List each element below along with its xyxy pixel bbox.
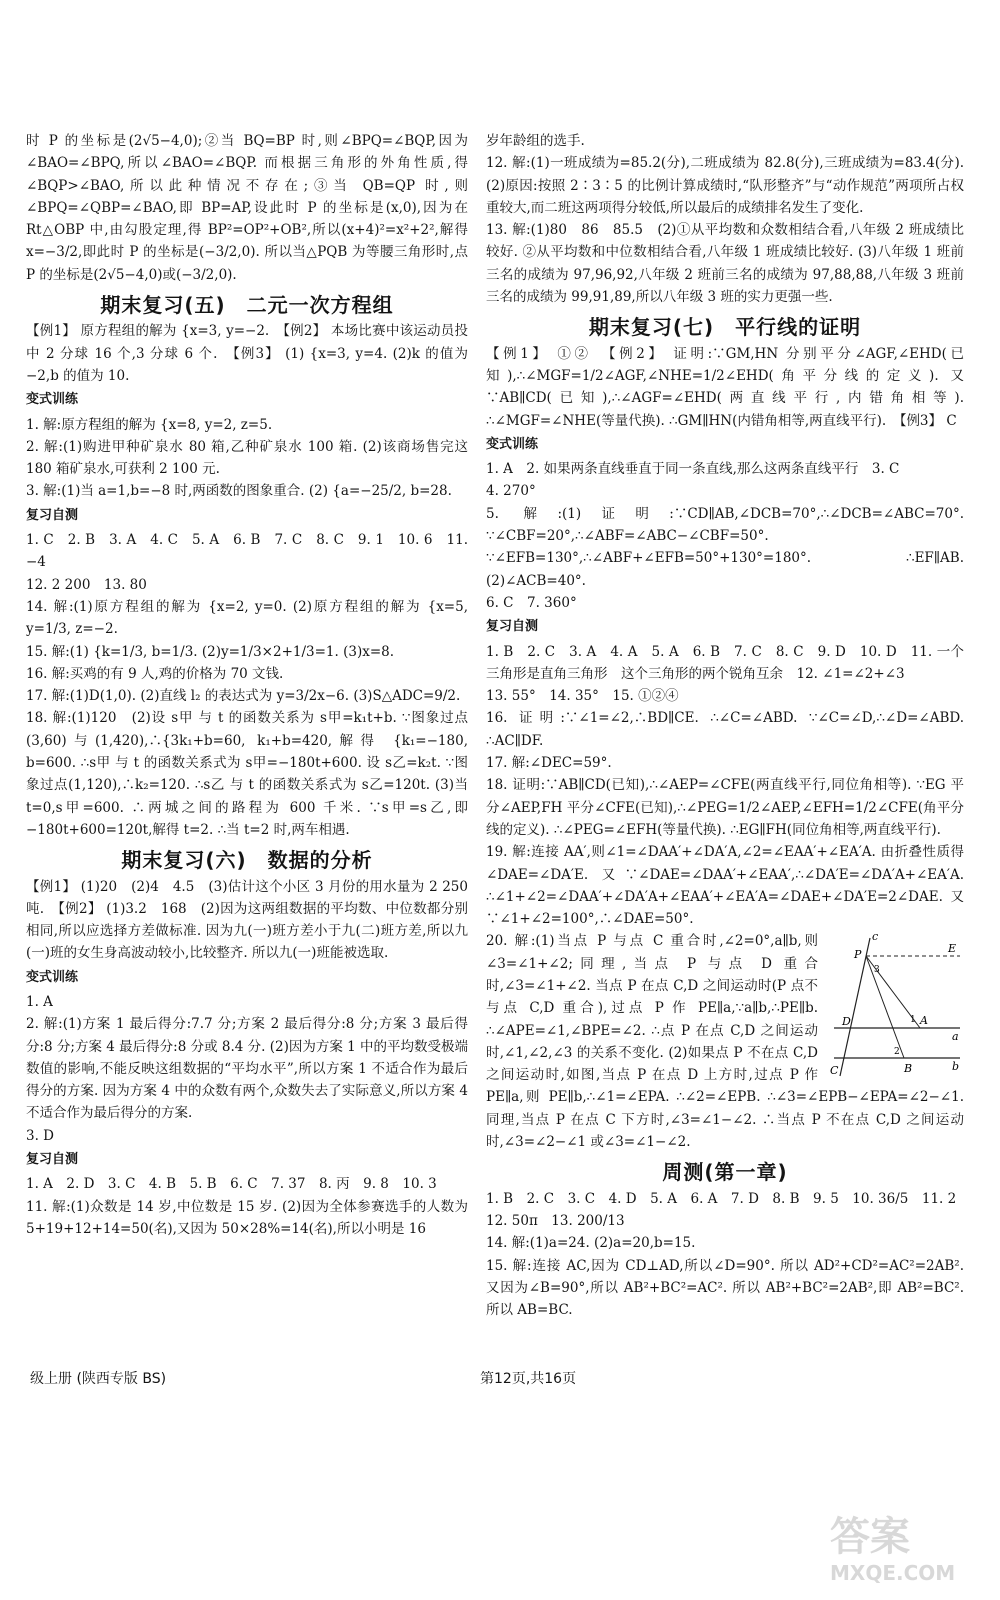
section-7-review-item: 18. 证明:∵AB∥CD(已知),∴∠AEP=∠CFE(两直线平行,同位角相等). ∵EG 平分∠AEP,FH 平分∠CFE(已知),∴∠PEG=1/2∠AEP,∠EFH=1/2∠CFE(角平分线的定义). ∴∠PEG=∠EFH(等量代换). ∴EG∥FH(同位角相等,两直线平行). <box>486 777 964 838</box>
section-6-variant: 2. 解:(1)方案 1 最后得分:7.7 分;方案 2 最后得分:8 分;方案 3 最后得分:8 分;方案 4 最后得分:8 分或 8.4 分. (2)因为方案 1 中的平均数受极端数值的影响,不能反映这组数据的“平均水平”,所以方案 1 不适合作为最后得分的方案. 因为方案 4 中的众数有两个,众数失去了实际意义,所以方案 4 不适合作为最后得分的方案. <box>26 1016 469 1122</box>
section-5-review-item: 1. C 2. B 3. A 4. C 5. A 6. B 7. C 8. C 9. 1 10. 6 11. −4 <box>26 532 468 571</box>
section-7-variant-title: 变式训练 <box>486 436 539 452</box>
svg-text:答案: 答案 <box>830 1514 910 1560</box>
section-7-review-item: 17. 解:∠DEC=59°. <box>486 755 612 772</box>
week-test-item: 15. 解:连接 AC,因为 CD⊥AD,所以∠D=90°. 所以 AD²+CD²=AC²=2AB². 又因为∠B=90°,所以 AB²+BC²=AC². 所以 AB²+BC²=2AB²,即 AB²=BC². 所以 AB=BC. <box>486 1257 964 1319</box>
label-e: E <box>948 942 957 956</box>
section-7-review-item: 13. 55° 14. 35° 15. ①②④ <box>486 688 679 705</box>
section-6-variant-title: 变式训练 <box>26 969 79 985</box>
section-5-variant: 1. 解:原方程组的解为 {x=8, y=2, z=5. <box>26 416 273 433</box>
right-intro: 13. 解:(1)80 86 85.5 (2)①从平均数和众数相结合看,八年级 2 班成绩比较好. ②从平均数和中位数相结合看,八年级 1 班成绩比较好. (3)八年级 1 班前三名的成绩为 97,96,92,八年级 2 班前三名的成绩为 97,88,88,八年级 3 班前三名的成绩为 99,91,89,所以八年级 3 班的实力更强一些. <box>486 222 964 306</box>
section-7-review-item: 1. B 2. C 3. A 4. A 5. A 6. B 7. C 8. C 9. D 10. D 11. 一个三角形是直角三角形 这个三角形的两个锐角互余 12. ∠1=∠2+∠3 <box>486 643 964 682</box>
right-intro: 岁年龄组的选手. <box>486 133 585 149</box>
label-p: P <box>854 948 862 962</box>
section-6-examples: 【例1】 (1)20 (2)4 4.5 (3)估计这个小区 3 月份的用水量为 2 250 吨. 【例2】 (1)3.2 168 (2)因为这两组数据的平均数、中位数都分别相同,所以应选择方差做标准. 因为九(一)班方差小于九(二)班方差,所以九(一)班的女生身高波动较小,比较整齐. 所以九(一)班能被选取. <box>26 878 468 962</box>
label-c: c <box>872 930 879 944</box>
section-5-review-item: 18. 解:(1)120 (2)设 s甲 与 t 的函数关系为 s甲=k₁t+b. ∵图象过点(3,60)与(1,420),∴{3k₁+b=60, k₁+b=420,解得 {k₁=−180, b=600. ∴s甲 与 t 的函数关系式为 s甲=−180t+600. 设 s乙=k₂t. ∵图象过点(1,120),∴k₂=120. ∴s乙 与 t 的函数关系式为 s乙=120t. (3)当 t=0,s甲=600. ∴两城之间的路程为 600 千米. ∵s甲=s乙,即−180t+600=120t,解得 t=2. ∴当 t=2 时,两车相遇. <box>26 710 468 838</box>
right-column <box>486 130 964 1321</box>
section-5-review-title: 复习自测 <box>26 507 79 523</box>
week-test-item: 1. B 2. C 3. C 4. D 5. A 6. A 7. D 8. B 9. 5 10. 36/5 11. 2 <box>486 1190 957 1207</box>
section-5-variant: 3. 解:(1)当 a=1,b=−8 时,两函数的图象重合. (2) {a=−25/2, b=28. <box>26 483 452 500</box>
section-7-review-item: 20. 解:(1)当点 P 与点 C 重合时,∠2=0°,a∥b,则∠3=∠1+∠2;同理,当点 P 与点 D 重合时,∠3=∠1+∠2. 当点 P 在点 C,D 之间运动时(P 点不与点 C,D 重合),过点 P 作 PE∥a,∵a∥b,∴PE∥b. ∴∠APE=∠1,∠BPE=∠2. ∴点 P 在点 C,D 之间运动时,∠1,∠2,∠3 的关系不变化. (2)如果点 P 不在点 C,D 之间运动时,如图,当点 P 在点 D 上方时,过点 P 作 PE∥a,则 PE∥b,∴∠1=∠EPA. ∴∠2=∠EPB. ∴∠3=∠EPB−∠EPA=∠2−∠1. 同理,当点 P 在点 C 下方时,∠3=∠1−∠2. ∴当点 P 不在点 C,D 之间运动时,∠3=∠2−∠1 或∠3=∠1−∠2. <box>486 933 964 1151</box>
section-5-examples: 【例1】 原方程组的解为 {x=3, y=−2. 【例2】 本场比赛中该运动员投中 2 分球 16 个,3 分球 6 个. 【例3】 (1) {x=3, y=4. (2)k 的值为−2,b 的值为 10. <box>26 323 468 384</box>
label-b-point: B <box>904 1062 913 1076</box>
label-c-point: C <box>830 1064 839 1078</box>
section-7-variant: 4. 270° <box>486 483 536 500</box>
section-6-variant: 1. A <box>26 993 53 1010</box>
section-7-title: 期末复习(七) 平行线的证明 <box>588 315 862 340</box>
label-d: D <box>842 1015 851 1029</box>
week-test-item: 12. 50π 13. 200/13 <box>486 1212 625 1229</box>
section-7-review-item: 19. 解:连接 AA′,则∠1=∠DAA′+∠DA′A,∠2=∠EAA′+∠EA′A. 由折叠性质得∠DAE=∠DA′E. 又∵∠DAE=∠DAA′+∠EAA′,∴∠DA′E=∠DA′A+∠EA′A. ∴∠1+∠2=∠DAA′+∠DA′A+∠EAA′+∠EA′A=∠DAE+∠DA′E=2∠DAE. 又∵∠1+∠2=100°,∴∠DAE=50°. <box>486 844 964 928</box>
right-intro: 12. 解:(1)一班成绩为=85.2(分),二班成绩为 82.8(分),三班成绩为=83.4(分). (2)原因:按照 2∶3∶5 的比例计算成绩时,“队形整齐”与“动作规范”两项所占权重较大,而二班这两项得分较低,所以最后的成绩排名发生了变化. <box>486 155 964 216</box>
label-a-point: A <box>920 1014 928 1028</box>
section-6-variant: 3. D <box>26 1127 54 1144</box>
section-5-review-item: 15. 解:(1) {k=1/3, b=1/3. (2)y=1/3×2+1/3=1. (3)x=8. <box>26 643 395 660</box>
section-5-variant: 2. 解:(1)购进甲种矿泉水 80 箱,乙种矿泉水 100 箱. (2)该商场售完这 180 箱矿泉水,可获利 2 100 元. <box>26 438 468 478</box>
week-test-title: 周测(第一章) <box>662 1160 788 1185</box>
section-7-examples: 【例1】 ①② 【例2】 证明:∵GM,HN 分别平分∠AGF,∠EHD(已知),∴∠MGF=1/2∠AGF,∠NHE=1/2∠EHD(角平分线的定义). 又∵AB∥CD(已知),∴∠AGF=∠EHD(两直线平行,内错角相等). ∴∠MGF=∠NHE(等量代换). ∴GM∥HN(内错角相等,两直线平行). 【例3】 C <box>486 345 964 429</box>
left-intro: 时 P 的坐标是(2√5−4,0);②当 BQ=BP 时,则∠BPQ=∠BQP,因为∠BAO=∠BPQ,所以∠BAO=∠BQP. 而根据三角形的外角性质,得∠BQP>∠BAO,所以此种情况不存在;③当 QB=QP 时,则∠BPQ=∠QBP=∠BAO,即 BP=AP,设此时 P 的坐标是(x,0),因为在 Rt△OBP 中,由勾股定理,得 BP²=OP²+OB²,所以(x+4)²=x²+2²,解得 x=−3/2,即此时 P 的坐标是(−3/2,0). 所以当△PQB 为等腰三角形时,点 P 的坐标是(2√5−4,0)或(−3/2,0). <box>26 133 468 283</box>
angle-label-3: 3 <box>874 965 880 976</box>
section-5-variant-title: 变式训练 <box>26 392 79 408</box>
footer-page-number: 第12页,共16页 <box>480 1371 577 1387</box>
segment-pb <box>866 956 904 1058</box>
section-6-review-item: 11. 解:(1)众数是 14 岁,中位数是 15 岁. (2)因为全体参赛选手的人数为 5+19+12+14=50(名),又因为 50×28%=14(名),所以小明是 16 <box>26 1198 468 1237</box>
section-7-review-title: 复习自测 <box>486 619 539 635</box>
section-5-title: 期末复习(五) 二元一次方程组 <box>100 293 394 318</box>
section-5-review-item: 17. 解:(1)D(1,0). (2)直线 l₂ 的表达式为 y=3/2x−6. (3)S△ADC=9/2. <box>26 688 461 705</box>
angle-label-1: 1 <box>910 1015 916 1026</box>
section-5-review-item: 14. 解:(1)原方程组的解为 {x=2, y=0. (2)原方程组的解为 {x=5, y=1/3, z=−2. <box>26 598 468 638</box>
label-line-b: b <box>952 1060 960 1074</box>
section-7-variant: 1. A 2. 如果两条直线垂直于同一条直线,那么这两条直线平行 3. C <box>486 461 900 478</box>
section-5-review-item: 12. 2 200 13. 80 <box>26 576 147 593</box>
label-line-a: a <box>952 1030 959 1044</box>
section-6-review-title: 复习自测 <box>26 1152 79 1168</box>
svg-text:MXQE.COM: MXQE.COM <box>830 1561 956 1585</box>
week-test-item: 14. 解:(1)a=24. (2)a=20,b=15. <box>486 1235 696 1252</box>
section-7-review-item: 16. 证明:∵∠1=∠2,∴BD∥CE. ∴∠C=∠ABD. ∵∠C=∠D,∴∠D=∠ABD. ∴AC∥DF. <box>486 710 964 749</box>
parallel-lines-diagram <box>824 930 964 1080</box>
angle-label-2: 2 <box>894 1047 900 1058</box>
section-6-review-item: 1. A 2. D 3. C 4. B 5. B 6. C 7. 37 8. 丙 9. 8 10. 3 <box>26 1176 437 1193</box>
left-column <box>26 130 468 1240</box>
section-7-variant: 5. 解:(1)证明:∵CD∥AB,∠DCB=70°,∴∠DCB=∠ABC=70°. ∵∠CBF=20°,∴∠ABF=∠ABC−∠CBF=50°. ∵∠EFB=130°,∴∠ABF+∠EFB=50°+130°=180°. ∴EF∥AB. (2)∠ACB=40°. <box>486 505 964 589</box>
section-6-title: 期末复习(六) 数据的分析 <box>121 848 373 873</box>
section-5-review-item: 16. 解:买鸡的有 9 人,鸡的价格为 70 文钱. <box>26 665 284 682</box>
section-7-variant: 6. C 7. 360° <box>486 594 577 611</box>
footer-edition: 级上册 (陕西专版 BS) <box>30 1371 167 1387</box>
watermark-logo <box>820 1500 990 1590</box>
